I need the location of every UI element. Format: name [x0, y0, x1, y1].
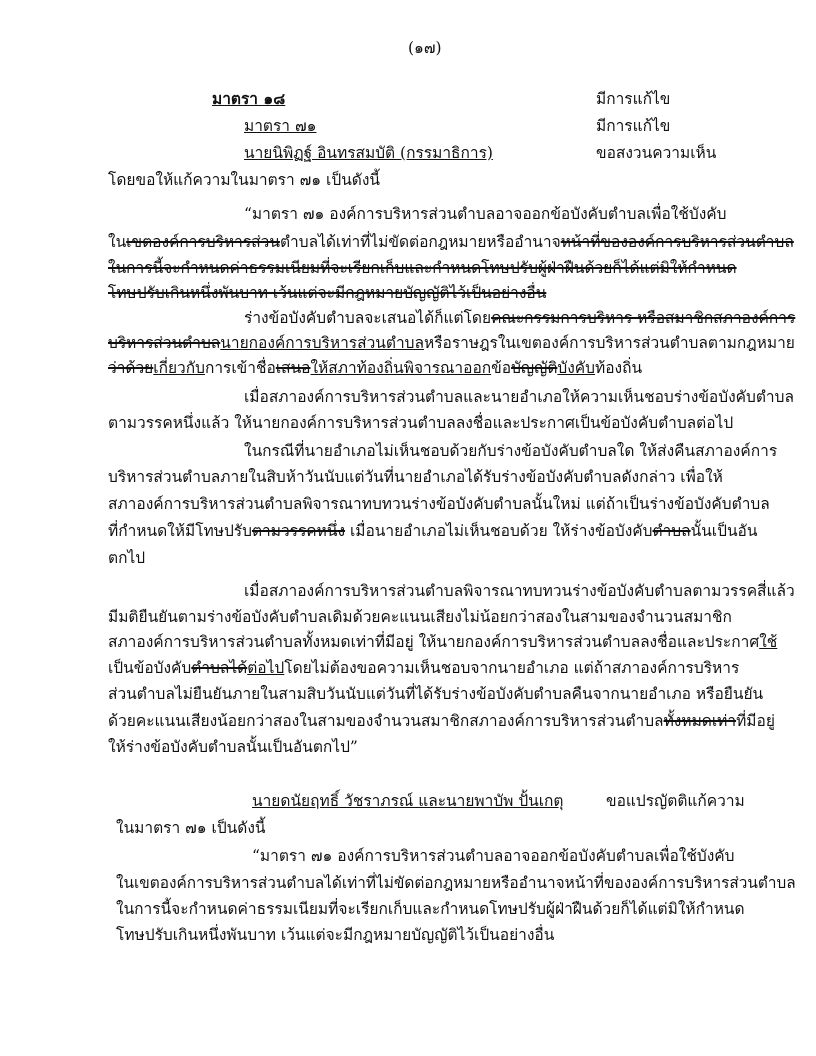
underlined-text: บังคับ	[557, 359, 596, 377]
text-line: ในเขตองค์การบริหารส่วนตำบลได้เท่าที่ไม่ขัดต่อกฎหมายหรืออำนาจหน้าที่ขององค์การบริหารส่วนตำบล	[116, 874, 796, 892]
text-line: ส่วนตำบลไม่ยืนยันภายในสามสิบวันนับแต่วันที่ได้รับร่างข้อบังคับตำบลคืนจากนายอำเภอ หรือยืนยัน	[108, 685, 764, 703]
strikethrough-text: เสนอ	[275, 359, 311, 377]
text-line: ในกรณีที่นายอำเภอไม่เห็นชอบด้วยกับร่างข้อบังคับตำบลใด ให้ส่งคืนสภาองค์การ	[244, 442, 778, 460]
text-span: เป็นข้อบังคับ	[108, 659, 192, 677]
section-heading: มาตรา ๑๘	[212, 89, 286, 108]
strikethrough-line: โทษปรับเกินหนึ่งพันบาท เว้นแต่จะมีกฎหมายบัญญัติไว้เป็นอย่างอื่น	[108, 284, 547, 302]
underlined-text: ให้สภาท้องถิ่นพิจารณาออก	[310, 359, 492, 377]
text-line	[244, 308, 795, 328]
amendment2-intro: ในมาตรา ๗๑ เป็นดังนี้	[116, 819, 266, 837]
amendment2-members: นายดนัยฤทธิ์ วัชราภรณ์ และนายพาบัพ ปั้นเกตุ	[252, 792, 564, 810]
text-line	[108, 521, 757, 541]
text-line: สภาองค์การบริหารส่วนตำบลพิจารณาทบทวนร่างข้อบังคับตำบลนั้นใหม่ แต่ถ้าเป็นร่างข้อบังคับตำบล	[108, 495, 770, 513]
text-span: ข้อ	[491, 359, 512, 377]
text-span: ด้วยคะแนนเสียงน้อยกว่าสองในสามของจำนวนสมาชิกสภาองค์การบริหารส่วนตำบล	[108, 712, 664, 730]
strikethrough-text: บัญญัติ	[511, 359, 558, 377]
subsection-heading: มาตรา ๗๑	[244, 117, 317, 135]
text-line	[108, 658, 739, 678]
text-span: ร่างข้อบังคับตำบลจะเสนอได้ก็แต่โดย	[244, 309, 492, 327]
text-line: บริหารส่วนตำบลภายในสิบห้าวันนับแต่วันที่นายอำเภอได้รับร่างข้อบังคับตำบลดังกล่าว เพื่อให้	[108, 468, 723, 486]
text-line: ให้ร่างข้อบังคับตำบลนั้นเป็นอันตกไป”	[108, 738, 358, 756]
strikethrough-text: ว่าด้วย	[108, 359, 154, 377]
text-span: นั้นเป็นอัน	[690, 522, 758, 540]
member-status: ขอสงวนความเห็น	[596, 144, 717, 162]
member-name: นายนิพิฏฐ์ อินทรสมบัติ (กรรมาธิการ)	[244, 144, 493, 162]
text-line: เมื่อสภาองค์การบริหารส่วนตำบลพิจารณาทบทวนร่างข้อบังคับตำบลตามวรรคสี่แล้ว	[244, 582, 795, 600]
text-span: การเข้าชื่อ	[204, 359, 276, 377]
strikethrough-text: ตำบล	[652, 522, 691, 540]
underlined-text: นายกองค์การบริหารส่วนตำบล	[220, 334, 424, 352]
strikethrough-text: ทั้งหมดเท่า	[663, 712, 737, 730]
text-line: โทษปรับเกินหนึ่งพันบาท เว้นแต่จะมีกฎหมายบัญญัติไว้เป็นอย่างอื่น	[116, 926, 555, 944]
section-heading-status: มีการแก้ไข	[596, 90, 671, 108]
strikethrough-text: ตามวรรคหนึ่ง	[251, 522, 346, 540]
text-line: “มาตรา ๗๑ องค์การบริหารส่วนตำบลอาจออกข้อบังคับตำบลเพื่อใช้บังคับ	[244, 205, 727, 223]
text-line	[108, 632, 777, 652]
text-line: เมื่อสภาองค์การบริหารส่วนตำบลและนายอำเภอให้ความเห็นชอบร่างข้อบังคับตำบล	[244, 388, 794, 406]
text-span: หรือราษฎรในเขตองค์การบริหารส่วนตำบลตามกฎหมาย	[423, 334, 795, 352]
text-line	[108, 711, 775, 731]
strikethrough-text: ตำบลได้	[191, 659, 248, 677]
strikethrough-line: ในการนี้จะกำหนดค่าธรรมเนียมที่จะเรียกเก็บและกำหนดโทษปรับผู้ฝ่าฝืนด้วยก็ได้แต่มิให้กำหนด	[108, 259, 737, 277]
strikethrough-text: เขตองค์การบริหารส่วน	[126, 233, 280, 251]
underlined-text: ใช้	[759, 633, 778, 651]
text-line	[108, 358, 642, 378]
text-span: ที่มีอยู่	[736, 712, 775, 730]
page-number: (๑๗)	[408, 39, 442, 57]
text-line: ในการนี้จะกำหนดค่าธรรมเนียมที่จะเรียกเก็บและกำหนดโทษปรับผู้ฝ่าฝืนด้วยก็ได้แต่มิให้กำหนด	[116, 900, 745, 918]
strikethrough-text: หน้าที่ขององค์การบริหารส่วนตำบล	[560, 233, 794, 251]
text-line: ตามวรรคหนึ่งแล้ว ให้นายกองค์การบริหารส่วนตำบลลงชื่อและประกาศเป็นข้อบังคับตำบลต่อไป	[108, 414, 734, 432]
text-line	[108, 232, 794, 252]
text-line: ตกไป	[108, 549, 146, 567]
underlined-text: ต่อไป	[247, 659, 285, 677]
strikethrough-text: คณะกรรมการบริหาร หรือสมาชิกสภาองค์การ	[491, 309, 796, 327]
underlined-text: เกี่ยวกับ	[153, 359, 205, 377]
text-line	[108, 333, 795, 353]
amendment-intro: โดยขอให้แก้ความในมาตรา ๗๑ เป็นดังนี้	[108, 171, 381, 189]
strikethrough-text: บริหารส่วนตำบล	[108, 334, 221, 352]
subsection-status: มีการแก้ไข	[596, 117, 671, 135]
text-span: ท้องถิ่น	[595, 359, 643, 377]
text-span: เมื่อนายอำเภอไม่เห็นชอบด้วย ให้ร่างข้อบังคับ	[345, 522, 653, 540]
text-span: ใน	[108, 233, 127, 251]
text-line: “มาตรา ๗๑ องค์การบริหารส่วนตำบลอาจออกข้อบังคับตำบลเพื่อใช้บังคับ	[252, 847, 735, 865]
text-span: ที่กำหนดให้มีโทษปรับ	[108, 522, 252, 540]
amendment2-status: ขอแปรญัตติแก้ความ	[606, 792, 745, 810]
text-span: สภาองค์การบริหารส่วนตำบลทั้งหมดเท่าที่มีอยู่ ให้นายกองค์การบริหารส่วนตำบลลงชื่อและประกาศ	[108, 633, 760, 651]
text-line: มีมติยืนยันตามร่างข้อบังคับตำบลเดิมด้วยคะแนนเสียงไม่น้อยกว่าสองในสามของจำนวนสมาชิก	[108, 608, 732, 626]
text-span: โดยไม่ต้องขอความเห็นชอบจากนายอำเภอ แต่ถ้าสภาองค์การบริหาร	[284, 659, 740, 677]
text-span: ตำบลได้เท่าที่ไม่ขัดต่อกฎหมายหรืออำนาจ	[279, 233, 561, 251]
